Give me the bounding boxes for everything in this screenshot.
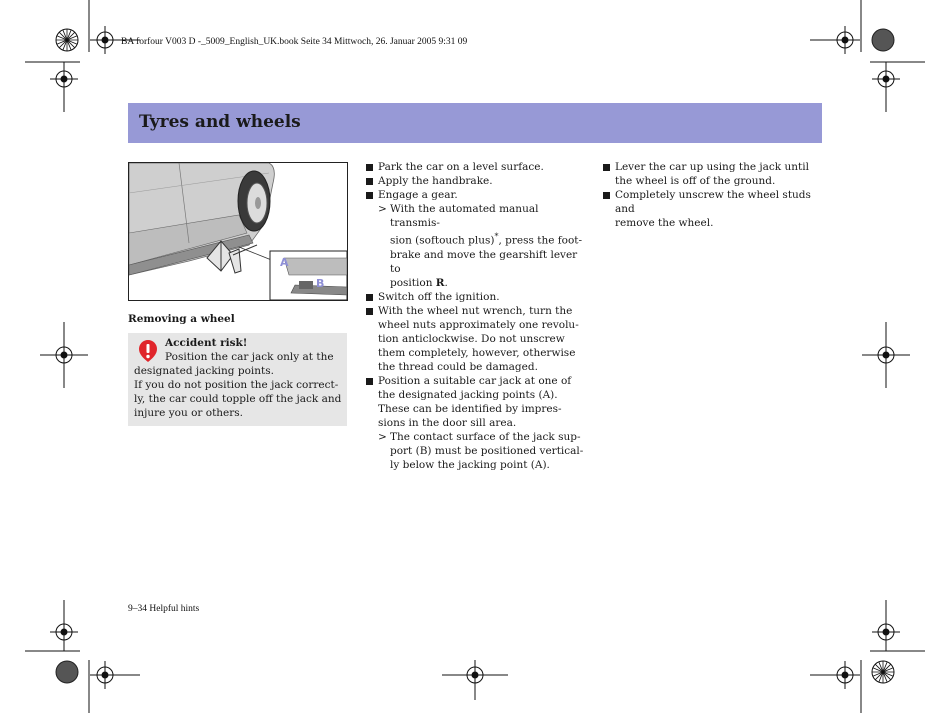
warning-line: Position the car jack only at the	[165, 351, 334, 363]
warning-line: designated jacking points.	[134, 365, 274, 377]
instruction-item: Switch off the ignition.	[366, 290, 591, 304]
instruction-subitem: > With the automated manual transmis- sion (softouch plus)*, press the foot- brake and move the gearshift lever to position R.	[378, 203, 583, 289]
instruction-item: Position a suitable car jack at one of the designated jacking points (A). These can be identified by impres- sions in the door sill area.	[366, 374, 591, 430]
arrow-marker-icon: >	[378, 430, 387, 443]
instructions-column-right	[603, 160, 825, 230]
bullet-icon	[366, 178, 373, 185]
instruction-item: Park the car on a level surface.	[366, 160, 591, 174]
bullet-icon	[366, 164, 373, 171]
instruction-item: With the wheel nut wrench, turn the wheel nuts approximately one revolu- tion anticlockwise. Do not unscrew them completely, however, otherwise the thread could be damaged.	[366, 304, 591, 374]
warning-line: ly, the car could topple off the jack and	[134, 393, 342, 405]
bullet-icon	[603, 192, 610, 199]
instruction-item: Lever the car up using the jack until the wheel is off of the ground.	[603, 160, 825, 188]
instruction-item: Completely unscrew the wheel studs and remove the wheel.	[603, 188, 825, 230]
page-footer: 9–34 Helpful hints	[128, 604, 200, 614]
warning-title: Accident risk!	[165, 337, 248, 349]
print-slug: BA forfour V003 D -_5009_English_UK.book Seite 34 Mittwoch, 26. Januar 2005 9:31 09	[121, 37, 468, 47]
section-title-bar	[128, 103, 822, 143]
instruction-item: Apply the handbrake.	[366, 174, 591, 188]
instructions-column-middle	[366, 160, 591, 472]
bullet-icon	[366, 378, 373, 385]
arrow-marker-icon: >	[378, 203, 387, 215]
warning-exclamation-icon	[136, 339, 160, 363]
instruction-subitem: > The contact surface of the jack sup- port (B) must be positioned vertical- ly below the jacking point (A).	[378, 430, 584, 471]
bullet-icon	[366, 308, 373, 315]
car-jack-drawing	[129, 163, 347, 300]
warning-line: injure you or others.	[134, 407, 244, 419]
bullet-icon	[603, 164, 610, 171]
instruction-item: Engage a gear.	[366, 188, 591, 202]
warning-box	[128, 333, 347, 426]
bullet-icon	[366, 294, 373, 301]
jacking-point-label-a: A	[280, 256, 289, 269]
figure-caption: Removing a wheel	[128, 313, 235, 325]
bullet-icon	[366, 192, 373, 199]
jack-support-label-b: B	[316, 277, 325, 290]
page-title: Tyres and wheels	[139, 112, 301, 132]
car-jack-illustration	[128, 162, 348, 301]
warning-line: If you do not position the jack correct-	[134, 379, 339, 391]
